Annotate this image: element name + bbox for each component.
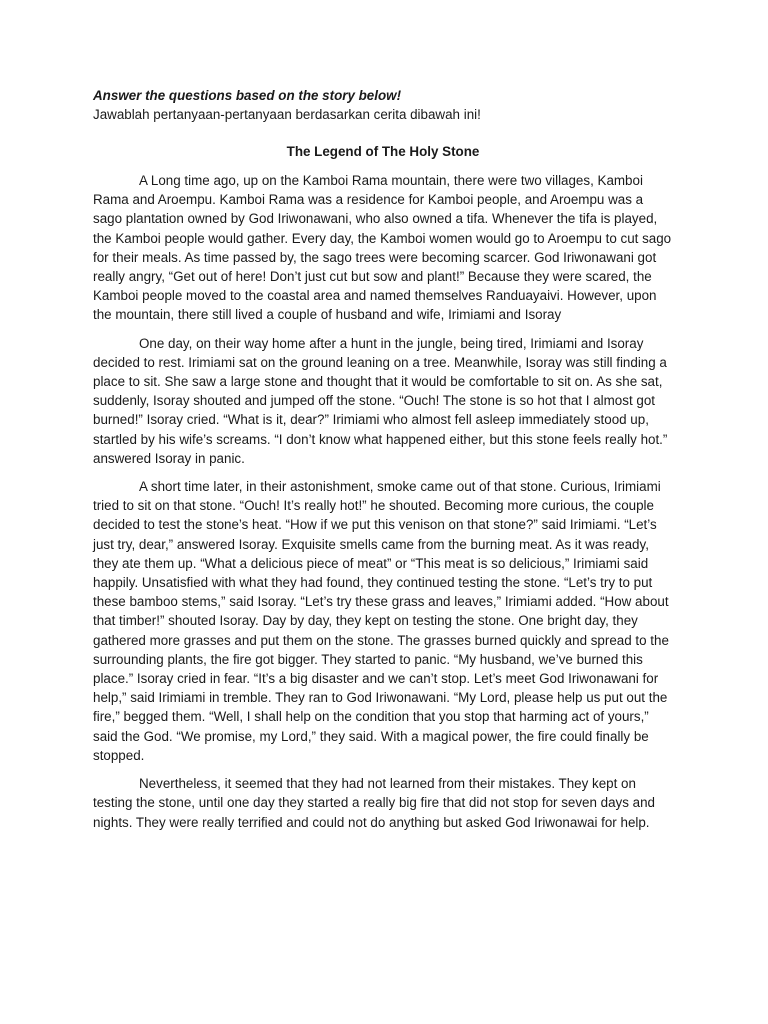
instruction-english: Answer the questions based on the story below! [93, 88, 402, 103]
story-paragraph: One day, on their way home after a hunt in the jungle, being tired, Irimiami and Isoray decided to rest. Irimiami sat on the ground leaning on a tree. Meanwhile, Isoray was still finding a place to sit. She saw a large stone and thought that it would be comfortable to sit on. As she sat, suddenly, Isoray shouted and jumped off the stone. “Ouch! The stone is so hot that I almost got burned!” Isoray cried. “What is it, dear?” Irimiami who almost fell asleep immediately stood up, startled by his wife’s screams. “I don’t know what happened either, but this stone feels really hot.” answered Isoray in panic. [93, 335, 668, 466]
document-page [93, 86, 673, 841]
story-paragraph: Nevertheless, it seemed that they had not learned from their mistakes. They kept on testing the stone, until one day they started a really big fire that did not stop for seven days and nights. They were really terrified and could not do anything but asked God Iriwonawai for help. [93, 776, 656, 830]
story-title: The Legend of The Holy Stone [286, 144, 480, 159]
story-paragraph: A Long time ago, up on the Kamboi Rama mountain, there were two villages, Kamboi Rama and Aroempu. Kamboi Rama was a residence for Kamboi people, and Aroempu was a sago plantation owned by God Iriwonawani, who also owned a tifa. Whenever the tifa is played, the Kamboi people would gather. Every day, the Kamboi women would go to Aroempu to cut sago for their meals. As time passed by, the sago trees were becoming scarcer. God Iriwonawani got really angry, “Get out of here! Don’t just cut but sow and plant!” Because they were scared, the Kamboi people moved to the coastal area and named themselves Randuayaivi. However, upon the mountain, there still lived a couple of husband and wife, Irimiami and Isoray [93, 173, 672, 323]
instruction-indonesian: Jawablah pertanyaan-pertanyaan berdasarkan cerita dibawah ini! [93, 107, 481, 122]
story-paragraph: A short time later, in their astonishment, smoke came out of that stone. Curious, Irimiami tried to sit on that stone. “Ouch! It’s really hot!” he shouted. Becoming more curious, the couple decided to test the stone’s heat. “How if we put this venison on that stone?” said Irimiami. “Let’s just try, dear,” answered Isoray. Exquisite smells came from the burning meat. As it was ready, they ate them up. “What a delicious piece of meat” or “This meat is so delicious,” Irimiami said happily. Unsatisfied with what they had found, they continued testing the stone. “Let’s try to put these bamboo stems,” said Isoray. “Let’s try these grass and leaves,” Irimiami added. “How about that timber!” shouted Isoray. Day by day, they kept on testing the stone. One bright day, they gathered more grasses and put them on the stone. The grasses burned quickly and spread to the surrounding plants, the fire got bigger. They started to panic. “My husband, we’ve burned this place.” Isoray cried in fear. “It’s a big disaster and we can’t stop. Let’s meet God Iriwonawani for help,” said Irimiami in tremble. They ran to God Iriwonawani. “My Lord, please help us put out the fire,” begged them. “Well, I shall help on the condition that you stop that harming act of yours,” said the God. “We promise, my Lord,” they said. With a magical power, the fire could finally be stopped. [93, 479, 669, 763]
